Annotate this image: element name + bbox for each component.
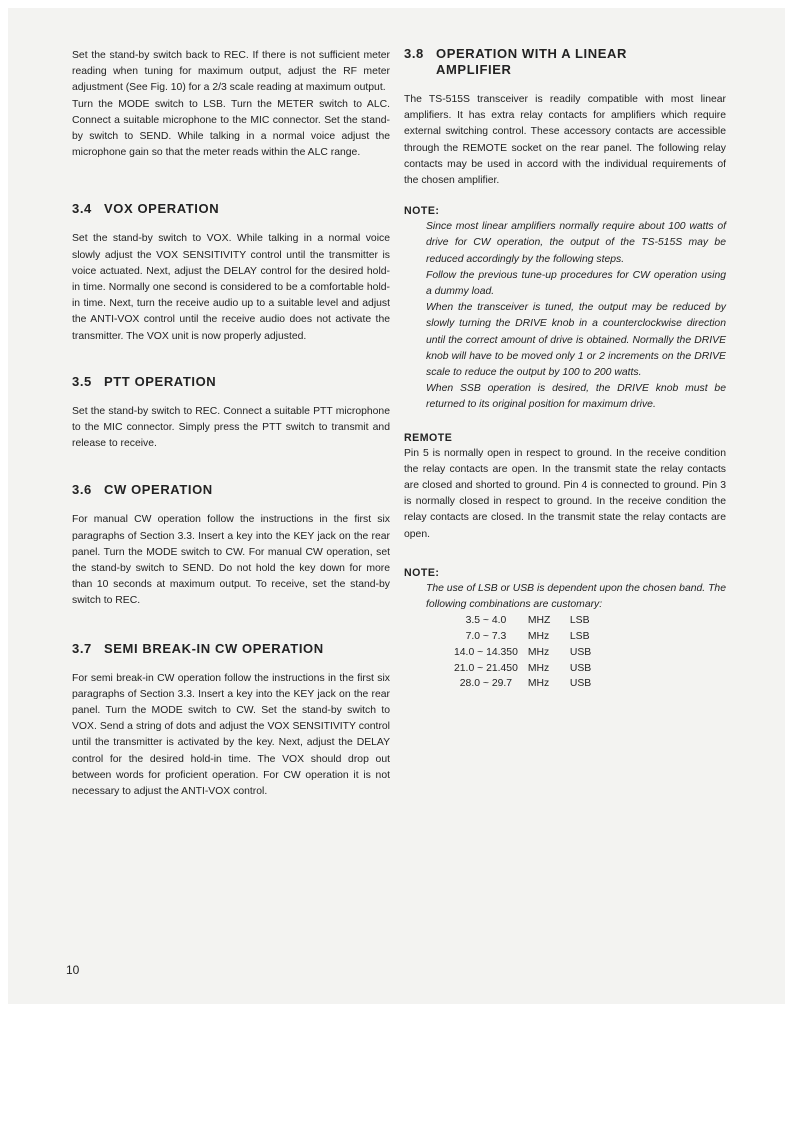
section-heading-ptt — [72, 374, 390, 390]
band-frequency: 3.5 ~ 4.0 — [465, 615, 507, 627]
manual-page — [8, 8, 785, 1004]
section-title: PTT OPERATION — [104, 373, 217, 389]
section-title-line-2: AMPLIFIER — [436, 62, 512, 77]
section-number: 3.7 — [72, 640, 92, 656]
note-label: NOTE: — [404, 566, 440, 579]
remote-body: Pin 5 is normally open in respect to ground. In the receive condition the relay contacts are open. In the transmit state the relay contacts are closed and shorted to ground. Pin 4 is connected to ground. Pin 3 is normally closed in respect to ground. In the receive condition the relay contacts are closed. In the transmit state the relay contacts are open. — [404, 447, 726, 540]
band-frequency: 28.0 ~ 29.7 — [459, 678, 513, 690]
note-band-intro: The use of LSB or USB is dependent upon the chosen band. The following combinations are customary: — [426, 582, 726, 611]
section-number: 3.5 — [72, 373, 92, 389]
note-label: NOTE: — [404, 205, 440, 218]
note-body — [404, 219, 726, 413]
note-paragraph-2: Follow the previous tune-up procedures for CW operation using a dummy load. — [426, 269, 726, 298]
table-row — [454, 661, 591, 677]
band-mode: USB — [569, 662, 592, 674]
note-drive — [404, 203, 726, 413]
band-unit: MHZ — [527, 615, 551, 627]
table-row — [454, 613, 591, 629]
ptt-body: Set the stand-by switch to REC. Connect a suitable PTT microphone to the MIC connector. Simply press the PTT switch to transmit and release to receive. — [72, 405, 390, 450]
band-frequency: 21.0 ~ 21.450 — [454, 662, 518, 674]
table-row — [454, 629, 591, 645]
page-number: 10 — [66, 963, 80, 977]
section-number: 3.6 — [72, 482, 92, 498]
left-column — [72, 48, 390, 800]
band-mode: LSB — [569, 631, 590, 643]
intro-paragraph-1: Set the stand-by switch back to REC. If there is not sufficient meter reading when tuning for maximum output, adjust the RF meter adjustment (See Fig. 10) for a 2/3 scale reading at maximum output. — [72, 50, 390, 94]
section-heading-vox — [72, 201, 390, 217]
band-frequency: 7.0 ~ 7.3 — [465, 631, 507, 643]
band-mode: USB — [569, 646, 592, 658]
band-unit: MHz — [527, 646, 550, 658]
section-title: CW OPERATION — [104, 482, 213, 498]
cw-body: For manual CW operation follow the instructions in the first six paragraphs of Section 3.3. Insert a key into the KEY jack on the rear panel. Turn the MODE switch to CW. For manual CW operation, set the stand-by switch to SEND. Do not hold the key down for more than 10 seconds at maximum output. To receive, set the stand-by switch to REC. — [72, 514, 390, 607]
section-number: 3.8 — [404, 46, 424, 61]
section-title-line-1: OPERATION WITH A LINEAR — [436, 46, 627, 61]
section-title: VOX OPERATION — [104, 201, 220, 217]
note-body — [404, 581, 726, 613]
table-row — [454, 676, 591, 692]
section-number: 3.4 — [72, 201, 92, 217]
section-title: SEMI BREAK-IN CW OPERATION — [104, 640, 324, 656]
intro-paragraph-2: Turn the MODE switch to LSB. Turn the METER switch to ALC. Connect a suitable microphone to the MIC connector. Set the stand-by switch to SEND. While talking in a normal voice adjust the microphone gain so that the meter reads within the ALC range. — [72, 98, 390, 159]
table-row — [454, 645, 591, 661]
band-unit: MHz — [527, 631, 550, 643]
note-paragraph-1: Since most linear amplifiers normally require about 100 watts of drive for CW operation, the output of the TS-515S may be reduced accordingly by the following steps. — [426, 221, 726, 265]
section-heading-cw — [72, 482, 390, 498]
section-heading-semi-break-in — [72, 641, 390, 657]
band-mode-table — [454, 613, 591, 692]
right-column — [404, 46, 726, 692]
note-paragraph-3: When the transceiver is tuned, the output may be reduced by slowly turning the DRIVE knob in a counterclockwise direction until the correct amount of drive is obtained. Normally the DRIVE knob will have to be moved only 1 or 2 increments on the DRIVE scale to reduce the output by 100 to 200 watts. — [426, 302, 726, 379]
band-mode: LSB — [569, 615, 590, 627]
section-heading-linear — [404, 46, 726, 78]
linear-body: The TS-515S transceiver is readily compatible with most linear amplifiers. It has extra relay contacts for amplifiers which require external switching control. These accessory contacts are accessible through the REMOTE socket on the rear panel. The following relay contacts may be used in accord with the individual requirements of the chosen amplifier. — [404, 94, 726, 187]
band-mode: USB — [569, 678, 592, 690]
remote-label: REMOTE — [404, 431, 453, 444]
remote-block — [404, 430, 726, 543]
note-paragraph-4: When SSB operation is desired, the DRIVE knob must be returned to its original position for maximum drive. — [426, 383, 726, 411]
vox-body: Set the stand-by switch to VOX. While talking in a normal voice slowly adjust the VOX SENSITIVITY control until the transmitter is voice actuated. Next, adjust the DELAY control for the desired hold-in time. Normally one second is considered to be a comfortable hold-in time. Next, turn the receive audio up to a suitable level and adjust the ANTI-VOX control until the receive audio does not activate the transmitter. The VOX unit is now properly adjusted. — [72, 233, 390, 342]
band-unit: MHz — [527, 662, 550, 674]
band-unit: MHz — [527, 678, 550, 690]
band-frequency: 14.0 ~ 14.350 — [454, 646, 518, 658]
semi-break-in-body: For semi break-in CW operation follow the instructions in the first six paragraphs of Section 3.3. Insert a key into the KEY jack on the rear panel. Turn the MODE switch to CW. Set the stand-by switch to VOX. Send a string of dots and adjust the VOX SENSITIVITY control until the transmitter is activated by the key. Next, adjust the DELAY control for the desired hold-in time. The VOX should drop out between words for proficient operation. For CW operation it is not necessary to adjust the ANTI-VOX control. — [72, 672, 390, 798]
note-band-modes — [404, 565, 726, 692]
